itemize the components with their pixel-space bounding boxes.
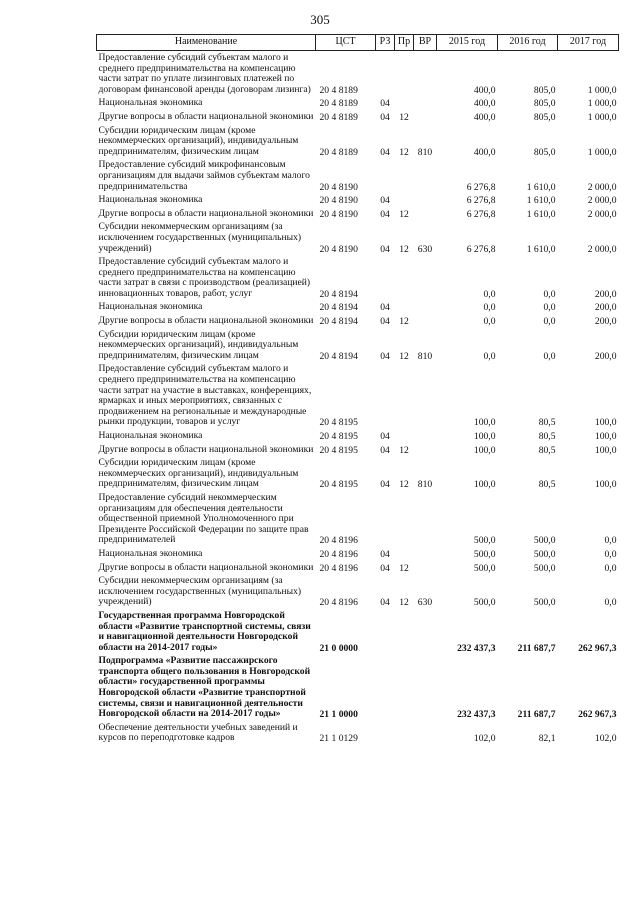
row-2016: 1 610,0 <box>526 208 556 220</box>
row-pr <box>395 362 414 429</box>
row-cst: 20 4 8194 <box>319 302 358 314</box>
row-pr <box>395 255 414 300</box>
row-name: Национальная экономика <box>98 194 203 206</box>
row-name: Предоставление субсидий некоммерческим организациям для обеспечения деятельности общественной приемной Уполномоченного при Президенте Российской Федерации по защите прав предпринимателей <box>98 491 309 546</box>
row-rz: 04 <box>380 597 390 609</box>
row-2015: 400,0 <box>473 84 496 96</box>
row-2015: 500,0 <box>473 548 496 560</box>
row-cst: 20 4 8195 <box>319 444 358 456</box>
row-2015: 102,0 <box>473 733 496 745</box>
row-vr <box>414 547 437 561</box>
row-2016: 211 687,7 <box>517 642 556 654</box>
row-cst: 21 0 0000 <box>319 642 358 654</box>
row-rz: 04 <box>380 479 390 491</box>
row-2015: 0,0 <box>483 316 496 328</box>
row-pr <box>395 193 414 207</box>
row-name: Субсидии юридическим лицам (кроме некоммерческих организаций), индивидуальным предпринимателям, физическим лицам <box>98 457 299 490</box>
table-row <box>97 547 619 561</box>
row-pr <box>395 721 414 745</box>
row-2017: 1 000,0 <box>587 84 617 96</box>
row-vr <box>414 193 437 207</box>
row-pr: 12 <box>399 562 409 574</box>
row-cst: 20 4 8196 <box>319 535 358 547</box>
row-2016: 1 610,0 <box>526 181 556 193</box>
row-2017: 100,0 <box>594 431 617 442</box>
row-2017: 100,0 <box>594 444 617 456</box>
row-2017: 2 000,0 <box>587 181 617 193</box>
row-rz: 04 <box>380 195 390 207</box>
row-name: Другие вопросы в области национальной экономики <box>98 315 314 327</box>
header-2015: 2015 год <box>437 35 498 51</box>
row-name: Национальная экономика <box>98 301 203 313</box>
row-cst: 20 4 8190 <box>319 181 358 193</box>
row-name: Подпрограмма «Развитие пассажирского транспорта общего пользования в Новгородской области» государственной программы Новгородской области «Развитие транспортной системы, связи и навигационной деятельности Новгородской области на 2014-2017 годы» <box>98 655 311 720</box>
row-vr <box>414 561 437 575</box>
row-2017: 200,0 <box>594 288 617 300</box>
row-cst: 20 4 8195 <box>319 417 358 429</box>
row-pr <box>395 491 414 547</box>
row-2016: 500,0 <box>533 548 556 560</box>
row-cst: 20 4 8196 <box>319 562 358 574</box>
header-2017: 2017 год <box>558 35 619 51</box>
table-row <box>97 193 619 207</box>
row-2017: 0,0 <box>604 562 617 574</box>
row-2016: 0,0 <box>543 350 556 362</box>
row-2016: 80,5 <box>538 479 556 491</box>
row-2017: 100,0 <box>594 479 617 491</box>
row-name: Субсидии юридическим лицам (кроме некоммерческих организаций), индивидуальным предпринимателям, физическим лицам <box>98 328 299 361</box>
row-name: Другие вопросы в области национальной экономики <box>98 443 314 455</box>
row-name: Другие вопросы в области национальной экономики <box>98 110 314 122</box>
row-vr <box>414 255 437 300</box>
row-2015: 400,0 <box>473 98 496 110</box>
row-rz <box>376 362 395 429</box>
row-2017: 200,0 <box>594 316 617 328</box>
row-pr: 12 <box>399 146 409 158</box>
table-row <box>97 255 619 300</box>
row-pr: 12 <box>399 444 409 456</box>
row-2016: 0,0 <box>543 288 556 300</box>
table-row <box>97 721 619 745</box>
row-rz: 04 <box>380 548 390 560</box>
row-2017: 262 967,3 <box>578 642 617 654</box>
header-name: Наименование <box>97 35 316 51</box>
row-2016: 80,5 <box>538 431 556 442</box>
row-rz <box>376 609 395 654</box>
row-vr <box>414 654 437 721</box>
row-rz <box>376 491 395 547</box>
row-vr: 810 <box>417 350 433 362</box>
row-name: Предоставление субсидий микрофинансовым организациям для выдачи займов субъектам малого предпринимательства <box>98 159 310 192</box>
row-cst: 20 4 8189 <box>319 84 358 96</box>
row-pr <box>395 429 414 443</box>
row-rz <box>376 654 395 721</box>
row-pr <box>395 51 414 97</box>
row-name: Субсидии юридическим лицам (кроме некоммерческих организаций), индивидуальным предпринимателям, физическим лицам <box>98 124 299 157</box>
row-2015: 100,0 <box>473 479 496 491</box>
row-2016: 805,0 <box>533 146 556 158</box>
row-cst: 20 4 8194 <box>319 316 358 328</box>
table-row <box>97 491 619 547</box>
row-rz <box>376 158 395 193</box>
table-row <box>97 158 619 193</box>
row-cst: 20 4 8190 <box>319 195 358 207</box>
row-2015: 6 276,8 <box>466 195 496 207</box>
table-row <box>97 110 619 124</box>
row-2016: 211 687,7 <box>517 709 556 721</box>
row-cst: 20 4 8196 <box>319 548 358 560</box>
row-name: Предоставление субсидий субъектам малого и среднего предпринимательства на компенсацию части затрат на участие в выставках, конференциях, ярмарках и иных мероприятиях, связанных с продвижением на региональные и международные рынки продукции, товаров и услуг <box>98 363 312 428</box>
row-2017: 1 000,0 <box>587 111 617 123</box>
row-vr <box>414 51 437 97</box>
row-2017: 1 000,0 <box>587 98 617 110</box>
header-cst: ЦСТ <box>316 35 376 51</box>
table-row <box>97 328 619 363</box>
row-rz: 04 <box>380 208 390 220</box>
row-2016: 82,1 <box>538 733 556 745</box>
header-rz: РЗ <box>376 35 395 51</box>
row-2017: 0,0 <box>604 535 617 547</box>
row-name: Национальная экономика <box>98 547 203 559</box>
row-pr: 12 <box>399 111 409 123</box>
row-2015: 232 437,3 <box>457 709 496 721</box>
row-vr: 810 <box>417 146 433 158</box>
row-pr <box>395 654 414 721</box>
row-rz <box>376 51 395 97</box>
row-vr: 630 <box>417 243 433 255</box>
row-2017: 2 000,0 <box>587 195 617 207</box>
row-2016: 500,0 <box>533 535 556 547</box>
row-cst: 20 4 8196 <box>319 597 358 609</box>
table-row <box>97 609 619 654</box>
row-rz: 04 <box>380 350 390 362</box>
table-header-row <box>97 35 619 51</box>
row-2015: 500,0 <box>473 535 496 547</box>
row-2016: 1 610,0 <box>526 195 556 207</box>
row-2017: 200,0 <box>594 350 617 362</box>
row-vr <box>414 110 437 124</box>
row-pr: 12 <box>399 479 409 491</box>
row-name: Предоставление субсидий субъектам малого и среднего предпринимательства на компенсацию части затрат по уплате лизинговых платежей по договорам финансовой аренды (договорам лизинга) <box>98 52 311 95</box>
row-cst: 20 4 8189 <box>319 146 358 158</box>
row-vr: 630 <box>417 597 433 609</box>
row-pr <box>395 96 414 110</box>
table-row <box>97 96 619 110</box>
row-2015: 6 276,8 <box>466 243 496 255</box>
row-2015: 100,0 <box>473 417 496 429</box>
row-name: Национальная экономика <box>98 430 203 441</box>
row-rz: 04 <box>380 98 390 110</box>
row-2015: 6 276,8 <box>466 208 496 220</box>
row-cst: 20 4 8189 <box>319 111 358 123</box>
row-rz: 04 <box>380 146 390 158</box>
row-vr <box>414 491 437 547</box>
row-2015: 500,0 <box>473 597 496 609</box>
row-rz: 04 <box>380 302 390 314</box>
row-pr: 12 <box>399 243 409 255</box>
row-vr <box>414 158 437 193</box>
row-name: Другие вопросы в области национальной экономики <box>98 561 314 573</box>
table-row <box>97 220 619 255</box>
row-2017: 0,0 <box>604 548 617 560</box>
row-pr: 12 <box>399 208 409 220</box>
row-vr <box>414 429 437 443</box>
row-cst: 21 1 0129 <box>319 733 358 745</box>
row-cst: 20 4 8190 <box>319 208 358 220</box>
row-2015: 6 276,8 <box>466 181 496 193</box>
row-2017: 100,0 <box>594 417 617 429</box>
table-row <box>97 300 619 314</box>
row-2017: 1 000,0 <box>587 146 617 158</box>
row-rz: 04 <box>380 316 390 328</box>
row-2015: 500,0 <box>473 562 496 574</box>
row-cst: 21 1 0000 <box>319 709 358 721</box>
row-vr <box>414 721 437 745</box>
row-2015: 0,0 <box>483 350 496 362</box>
row-2015: 0,0 <box>483 302 496 314</box>
table-row <box>97 654 619 721</box>
table-row <box>97 51 619 97</box>
row-name: Государственная программа Новгородской области «Развитие транспортной системы, связи и навигационной деятельности Новгородской области на 2014-2017 годы» <box>98 609 311 653</box>
row-2016: 805,0 <box>533 111 556 123</box>
row-2016: 805,0 <box>533 98 556 110</box>
table-row <box>97 314 619 328</box>
row-rz <box>376 255 395 300</box>
table-row <box>97 124 619 159</box>
row-vr <box>414 207 437 221</box>
row-rz: 04 <box>380 111 390 123</box>
row-2016: 805,0 <box>533 84 556 96</box>
row-cst: 20 4 8194 <box>319 288 358 300</box>
row-2015: 100,0 <box>473 444 496 456</box>
table-row <box>97 443 619 457</box>
row-pr: 12 <box>399 350 409 362</box>
row-2016: 80,5 <box>538 444 556 456</box>
table-row <box>97 207 619 221</box>
header-2016: 2016 год <box>498 35 558 51</box>
table-row <box>97 429 619 443</box>
row-2017: 262 967,3 <box>578 709 617 721</box>
row-name: Субсидии некоммерческим организациям (за исключением государственных (муниципальных) учреждений) <box>98 575 302 608</box>
row-vr <box>414 96 437 110</box>
row-vr: 810 <box>417 479 433 491</box>
row-vr <box>414 443 437 457</box>
table-row <box>97 561 619 575</box>
row-2017: 0,0 <box>604 597 617 609</box>
row-cst: 20 4 8195 <box>319 431 358 442</box>
row-cst: 20 4 8190 <box>319 243 358 255</box>
row-vr <box>414 314 437 328</box>
row-2015: 400,0 <box>473 146 496 158</box>
row-pr <box>395 547 414 561</box>
row-2015: 400,0 <box>473 111 496 123</box>
header-pr: Пр <box>395 35 414 51</box>
table-row <box>97 362 619 429</box>
row-2017: 200,0 <box>594 302 617 314</box>
row-2015: 0,0 <box>483 288 496 300</box>
row-pr <box>395 300 414 314</box>
row-name: Другие вопросы в области национальной экономики <box>98 207 314 219</box>
row-cst: 20 4 8194 <box>319 350 358 362</box>
row-cst: 20 4 8189 <box>319 98 358 110</box>
row-2016: 0,0 <box>543 302 556 314</box>
row-pr <box>395 609 414 654</box>
row-cst: 20 4 8195 <box>319 479 358 491</box>
row-2017: 2 000,0 <box>587 208 617 220</box>
table-row <box>97 456 619 491</box>
row-2016: 1 610,0 <box>526 243 556 255</box>
row-name: Обеспечение деятельности учебных заведений и курсов по переподготовке кадров <box>98 721 298 744</box>
table-row <box>97 574 619 609</box>
row-rz <box>376 721 395 745</box>
row-2017: 2 000,0 <box>587 243 617 255</box>
row-pr <box>395 158 414 193</box>
page-number: 305 <box>310 12 330 27</box>
header-vr: ВР <box>414 35 437 51</box>
budget-table <box>96 34 619 745</box>
row-2017: 102,0 <box>594 733 617 745</box>
row-name: Национальная экономика <box>98 97 203 109</box>
row-2015: 100,0 <box>473 431 496 442</box>
row-pr: 12 <box>399 316 409 328</box>
row-vr <box>414 362 437 429</box>
row-pr: 12 <box>399 597 409 609</box>
row-rz: 04 <box>380 444 390 456</box>
table-body <box>97 51 619 746</box>
row-2016: 0,0 <box>543 316 556 328</box>
row-vr <box>414 300 437 314</box>
row-2016: 80,5 <box>538 417 556 429</box>
row-rz: 04 <box>380 562 390 574</box>
row-2015: 232 437,3 <box>457 642 496 654</box>
row-name: Субсидии некоммерческим организациям (за исключением государственных (муниципальных) учреждений) <box>98 221 302 254</box>
row-vr <box>414 609 437 654</box>
row-rz: 04 <box>380 243 390 255</box>
row-2016: 500,0 <box>533 562 556 574</box>
row-rz: 04 <box>380 431 390 442</box>
row-2016: 500,0 <box>533 597 556 609</box>
row-name: Предоставление субсидий субъектам малого и среднего предпринимательства на компенсацию части затрат в связи с производством (реализацией) инновационных товаров, работ, услуг <box>98 256 311 299</box>
